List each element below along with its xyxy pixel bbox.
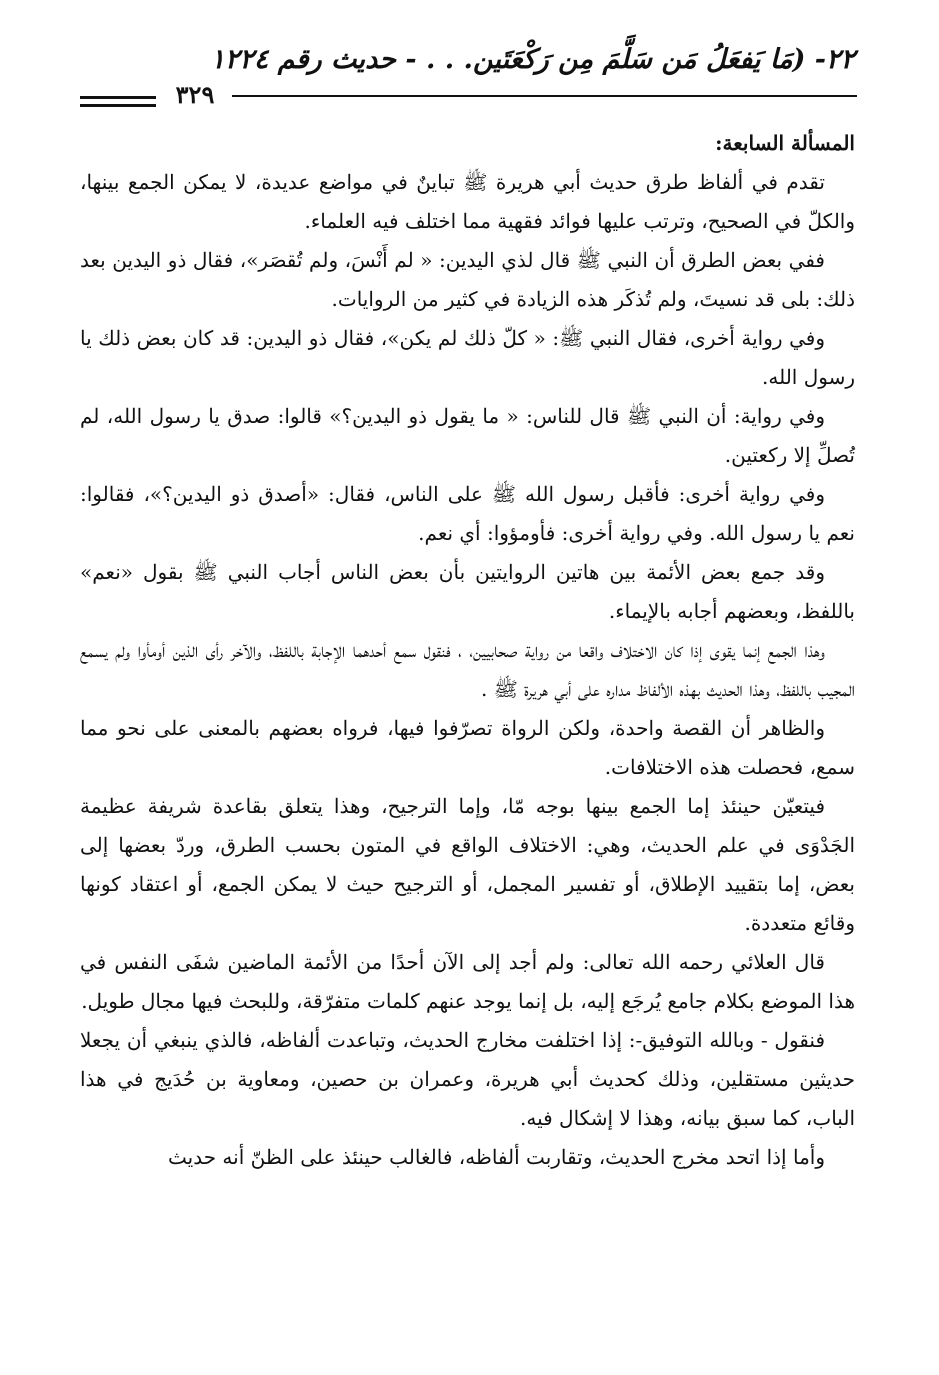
paragraph: والظاهر أن القصة واحدة، ولكن الرواة تصرّفوا فيها، فرواه بعضهم بالمعنى على نحو مما سمع، فحصلت هذه الاختلافات. [80,716,855,779]
paragraph: وقد جمع بعض الأئمة بين هاتين الروايتين بأن بعض الناس أجاب النبي ﷺ بقول «نعم» باللفظ، وبعضهم أجابه بالإيماء. [80,560,855,623]
page-number-rule-top [80,96,156,99]
paragraph: فنقول - وبالله التوفيق-: إذا اختلفت مخارج الحديث، وتباعدت ألفاظه، فالذي ينبغي أن يجعلا حديثين مستقلين، وذلك كحديث أبي هريرة، وعمران بن حصين، ومعاوية بن حُدَيج في هذا الباب، كما سبق بيانه، وهذا لا إشكال فيه. [80,1028,855,1130]
page-body [80,124,855,1177]
paragraph: وأما إذا اتحد مخرج الحديث، وتقاربت ألفاظه، فالغالب حينئذ على الظنّ أنه حديث [167,1145,825,1169]
paragraph: وهذا الجمع إنما يقوى إذا كان الاختلاف واقعا من رواية صحابيين، ، فنقول سمع أحدهما الإجابة باللفظ، والآخر رأى الذين أومأوا ولم يسمع المجيب باللفظ، وهذا الحديث بهذه الألفاظ مداره على أبي هريرة ﷺ . [80,638,855,701]
paragraph: وفي رواية: أن النبي ﷺ قال للناس: « ما يقول ذو اليدين؟» قالوا: صدق يا رسول الله، لم تُصلِّ إلا ركعتين. [80,404,855,467]
chapter-header-title: ٢٢- (مَا يَفعَلُ مَن سَلَّمَ مِن رَكْعَتَين. . . - حديث رقم ١٢٢٤ [210,44,855,75]
paragraph: وفي رواية أخرى: فأقبل رسول الله ﷺ على الناس، فقال: «أصدق ذو اليدين؟»، فقالوا: نعم يا رسول الله. وفي رواية أخرى: فأومؤوا: أي نعم. [80,482,855,545]
paragraph: ففي بعض الطرق أن النبي ﷺ قال لذي اليدين: « لم أَنْسَ، ولم تُقصَر»، فقال ذو اليدين بعد ذلك: بلى قد نسيتَ، ولم تُذكَر هذه الزيادة في كثير من الروايات. [80,248,855,311]
page-number: ٣٢٩ [175,80,215,109]
page-number-rule-bottom [80,104,156,107]
paragraph: فيتعيّن حينئذ إما الجمع بينها بوجه مّا، وإما الترجيح، وهذا يتعلق بقاعدة شريفة عظيمة الجَدْوَى في علم الحديث، وهي: الاختلاف الواقع في المتون بحسب الطرق، وردّ بعضها إلى بعض، إما بتقييد الإطلاق، أو تفسير المجمل، أو الترجيح حيث لا يمكن الجمع، أو اعتقاد كونها وقائع متعددة. [80,794,855,935]
header-rule [232,95,857,97]
paragraph: قال العلائي رحمه الله تعالى: ولم أجد إلى الآن أحدًا من الأئمة الماضين شفَى النفس في هذا الموضع بكلام جامع يُرجَع إليه، بل إنما يوجد عنهم كلمات متفرّقة، وللبحث فيها مجال طويل. [80,950,855,1013]
paragraph: تقدم في ألفاظ طرق حديث أبي هريرة ﷺ تباينٌ في مواضع عديدة، لا يمكن الجمع بينها، والكلّ في الصحيح، وترتب عليها فوائد فقهية مما اختلف فيه العلماء. [80,170,855,233]
paragraph: وفي رواية أخرى، فقال النبي ﷺ: « كلّ ذلك لم يكن»، فقال ذو اليدين: قد كان بعض ذلك يا رسول الله. [80,326,855,389]
section-heading: المسألة السابعة: [715,131,855,155]
